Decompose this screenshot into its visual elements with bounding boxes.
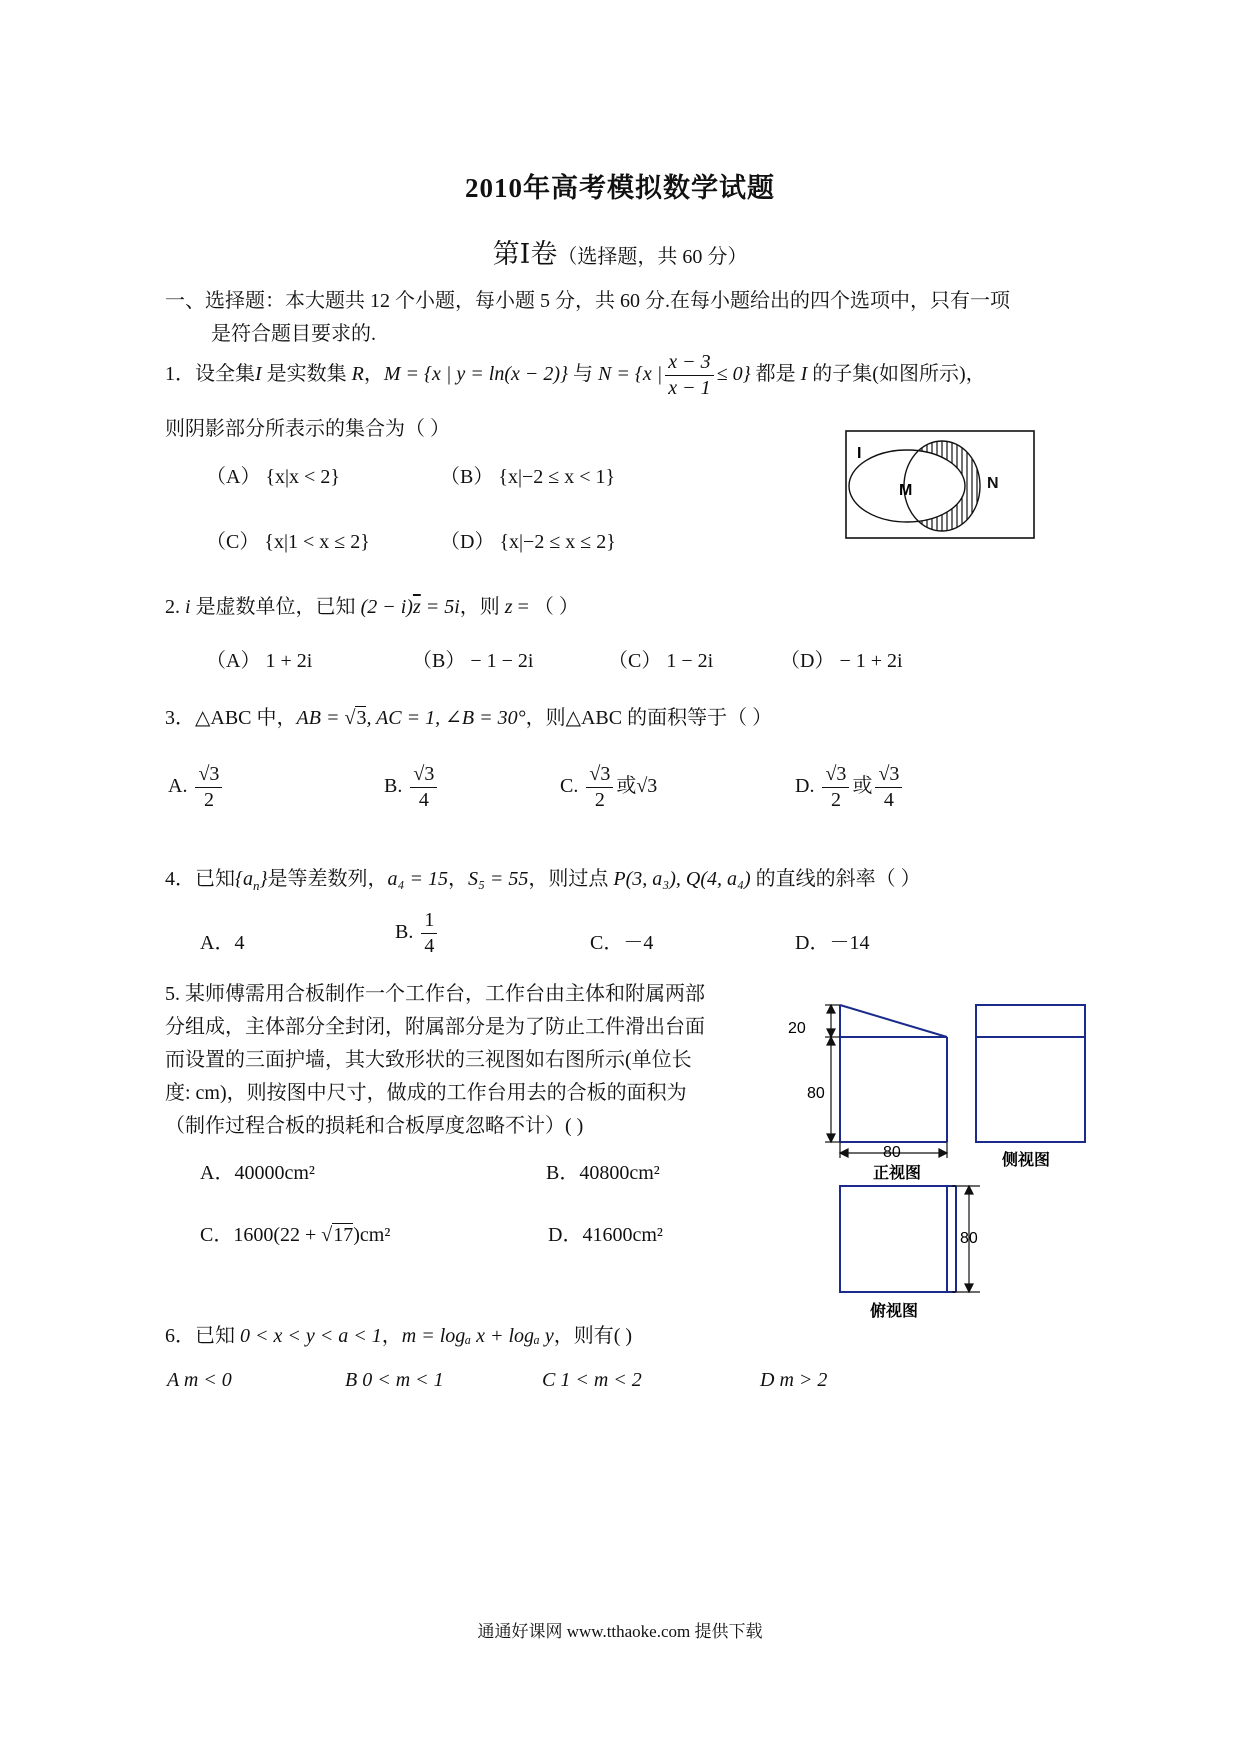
q3-conditions: , AC = 1, ∠B = 30°: [366, 707, 526, 729]
q5-line-1: 5. 某师傅需用合板制作一个工作台，工作台由主体和附属两部: [165, 983, 705, 1005]
q1-text-j: 都是: [750, 363, 801, 386]
q4-text-g: ，: [447, 868, 468, 890]
three-view-drawing: [780, 990, 1100, 1330]
q4-seq-open: {a: [235, 868, 253, 890]
q3-option-c-num: √3: [586, 762, 613, 788]
q5-option-a: A．40000cm²: [200, 1162, 315, 1184]
q6-text-e: ，则有( ): [553, 1325, 633, 1347]
q6-option-d: D m > 2: [760, 1369, 828, 1391]
q1-set-m: M = {x | y = ln(x − 2)}: [383, 363, 569, 386]
q3-option-a: [168, 762, 225, 813]
q3-option-d-fraction-2: [875, 762, 902, 813]
q1-text-g: 与: [568, 363, 599, 386]
q2-factor: (2 − i): [360, 596, 413, 618]
q1-set-i-2: I: [800, 363, 808, 386]
q6-option-a: A m < 0: [167, 1369, 232, 1391]
q1-set-i: I: [255, 363, 262, 386]
q1-option-b: （B） {x|−2 ≤ x < 1}: [440, 466, 616, 488]
q1-stem: [165, 350, 986, 401]
q4-points: P(3, a₃), Q(4, a₄): [613, 868, 751, 890]
q3-option-b-label: B.: [384, 775, 403, 798]
q3-option-d-fraction-1: [822, 762, 849, 813]
q4-text-i: ，则过点: [528, 868, 614, 890]
q5-line-5: （制作过程合板的损耗和合板厚度忽略不计）( ): [165, 1115, 584, 1137]
q4-sequence: [235, 868, 268, 893]
q5-option-c-c: )cm²: [353, 1224, 391, 1246]
q6-option-c: C 1 < m < 2: [542, 1369, 642, 1391]
q2-i: i: [185, 596, 191, 618]
q6-text-c: ，: [381, 1325, 402, 1347]
q3-option-d-or: 或: [852, 775, 873, 798]
q1-option-c: （C） {x|1 < x ≤ 2}: [206, 531, 370, 553]
q5-line-4: 度: cm)，则按图中尺寸，做成的工作台用去的合板的面积为: [165, 1082, 687, 1104]
q2-option-c: （C） 1 − 2i: [608, 650, 714, 672]
q3-text-a: 3．△ABC 中，: [165, 707, 297, 729]
top-view: [840, 1186, 956, 1292]
q5-line-3: 而设置的三面护墙，其大致形状的三视图如右图所示(单位长: [165, 1049, 692, 1071]
q4-text-a: 4．已知: [165, 868, 235, 890]
side-view: [976, 1005, 1085, 1142]
top-view-label: 俯视图: [870, 1303, 919, 1320]
q3-text-e: ，则△ABC 的面积等于（ ）: [525, 707, 773, 729]
venn-label-i: I: [857, 445, 862, 462]
q1-line2: 则阴影部分所表示的集合为（ ）: [165, 418, 450, 440]
q2-text-c: 是虚数单位，已知: [190, 596, 361, 618]
q3-option-a-den: 2: [203, 789, 214, 811]
q4-option-b-fraction: [421, 908, 437, 959]
q5-option-c: C．1600(22 + √17)cm²: [200, 1224, 391, 1246]
front-view: [840, 1005, 947, 1142]
page-footer: 通通好课网 www.tthaoke.com 提供下载: [477, 1622, 763, 1641]
q3-option-d-den-1: 2: [830, 789, 841, 811]
q5-option-c-a: C．1600(22 +: [200, 1224, 322, 1246]
q5-option-c-b: 17: [333, 1224, 354, 1246]
q3-option-a-num: √3: [195, 762, 222, 788]
venn-label-m: M: [899, 482, 913, 499]
q1-set-r: R: [351, 363, 364, 386]
q5-line-2: 分组成，主体部分全封闭，附属部分是为了防止工件滑出台面: [165, 1016, 705, 1038]
q2-z-conjugate: $\overline{z}$: [412, 596, 421, 618]
q4-text-k: 的直线的斜率（ ）: [750, 868, 921, 890]
q3-option-b: [384, 762, 440, 813]
q1-option-a: （A） {x|x < 2}: [206, 466, 340, 488]
q4-seq-close: }: [259, 868, 268, 890]
volume-heading: [0, 232, 1240, 271]
q2-text-i: = （ ）: [512, 596, 579, 618]
q3-option-c-den: 2: [594, 789, 605, 811]
q3-option-b-den: 4: [418, 789, 429, 811]
q3-option-c: [560, 762, 657, 813]
q4-stem: [165, 862, 921, 894]
venn-label-n: N: [987, 475, 999, 492]
page-title: 2010年高考模拟数学试题: [465, 173, 775, 203]
q2-text-a: 2.: [165, 596, 185, 618]
q3-option-c-sqrt: √3: [636, 775, 658, 798]
q4-option-b: [395, 908, 440, 959]
q1-fraction-denominator: x − 1: [668, 377, 711, 399]
q1-option-d: （D） {x|−2 ≤ x ≤ 2}: [440, 531, 616, 553]
q4-option-a: A．4: [200, 932, 245, 954]
q3-option-c-label: C.: [560, 775, 579, 798]
q3-option-d: [795, 762, 905, 813]
q4-text-e: 是等差数列，: [267, 868, 388, 890]
q5-option-b: B．40800cm²: [546, 1162, 660, 1184]
q3-option-d-den-2: 4: [883, 789, 894, 811]
q3-option-b-fraction: [410, 762, 437, 813]
q1-fraction-numerator: x − 3: [665, 350, 713, 376]
volume-label: 第Ⅰ卷: [492, 239, 558, 269]
dim-20-label: 20: [788, 1020, 806, 1037]
side-view-label: 侧视图: [1002, 1152, 1051, 1169]
q3-option-d-label: D.: [795, 775, 815, 798]
q4-a4: a₄ = 15: [387, 868, 448, 890]
q2-stem: [165, 590, 579, 619]
dim-80-bottom-label: 80: [883, 1144, 901, 1161]
q6-text-a: 6．已知: [165, 1325, 240, 1347]
q2-z: z: [504, 596, 513, 618]
q6-option-b: B 0 < m < 1: [345, 1369, 444, 1391]
q6-expression: m = logₐ x + logₐ y: [401, 1325, 554, 1347]
q1-text-e: ，: [363, 363, 384, 386]
q2-option-b: （B） − 1 − 2i: [412, 650, 534, 672]
q5-option-d: D．41600cm²: [548, 1224, 663, 1246]
q3-option-d-num-1: √3: [822, 762, 849, 788]
q2-option-a: （A） 1 + 2i: [206, 650, 313, 672]
venn-diagram: [845, 430, 1035, 540]
q6-stem: [165, 1319, 632, 1348]
volume-note: （选择题，共 60 分）: [557, 246, 748, 268]
q3-stem: 3．△ABC 中，AB = √3, AC = 1, ∠B = 30°，则△ABC 的面积等于（ ）: [165, 707, 773, 729]
q1-text-l: 的子集(如图所示)，: [807, 363, 986, 386]
section-intro-line2: 是符合题目要求的.: [211, 323, 376, 345]
q4-s5: S₅ = 55: [467, 868, 529, 890]
q2-option-d: （D） − 1 + 2i: [780, 650, 903, 672]
front-view-label: 正视图: [873, 1165, 922, 1182]
q3-option-d-num-2: √3: [875, 762, 902, 788]
q3-option-a-fraction: [195, 762, 222, 813]
q3-option-c-fraction: [586, 762, 613, 813]
q4-option-d: D．－14: [795, 932, 870, 954]
q3-option-a-label: A.: [168, 775, 188, 798]
q2-text-g: ，则: [459, 596, 505, 618]
q4-seq-sub: n: [253, 878, 260, 893]
q1-text-c: 是实数集: [261, 363, 352, 386]
q4-option-b-num: 1: [421, 908, 437, 934]
q4-option-b-label: B.: [395, 921, 414, 944]
q2-rhs: = 5i: [420, 596, 460, 618]
section-intro-line1: 一、选择题：本大题共 12 个小题，每小题 5 分，共 60 分.在每小题给出的四个选项中，只有一项: [165, 290, 1010, 312]
q3-ab: AB =: [296, 707, 345, 729]
q4-option-b-den: 4: [424, 935, 435, 957]
dim-80-left-label: 80: [807, 1085, 825, 1102]
q1-set-n-end: ≤ 0}: [716, 363, 751, 386]
q1-text-a: 1．设全集: [165, 363, 255, 386]
q3-sqrt-value: 3: [356, 707, 367, 729]
q3-option-b-num: √3: [410, 762, 437, 788]
q4-option-c: C．－4: [590, 932, 654, 954]
q1-fraction: [665, 350, 713, 401]
q1-set-n-start: N = {x |: [598, 363, 663, 386]
q3-option-c-or: 或: [616, 775, 637, 798]
dim-80-right-label: 80: [960, 1230, 978, 1247]
q6-inequality: 0 < x < y < a < 1: [240, 1325, 382, 1347]
